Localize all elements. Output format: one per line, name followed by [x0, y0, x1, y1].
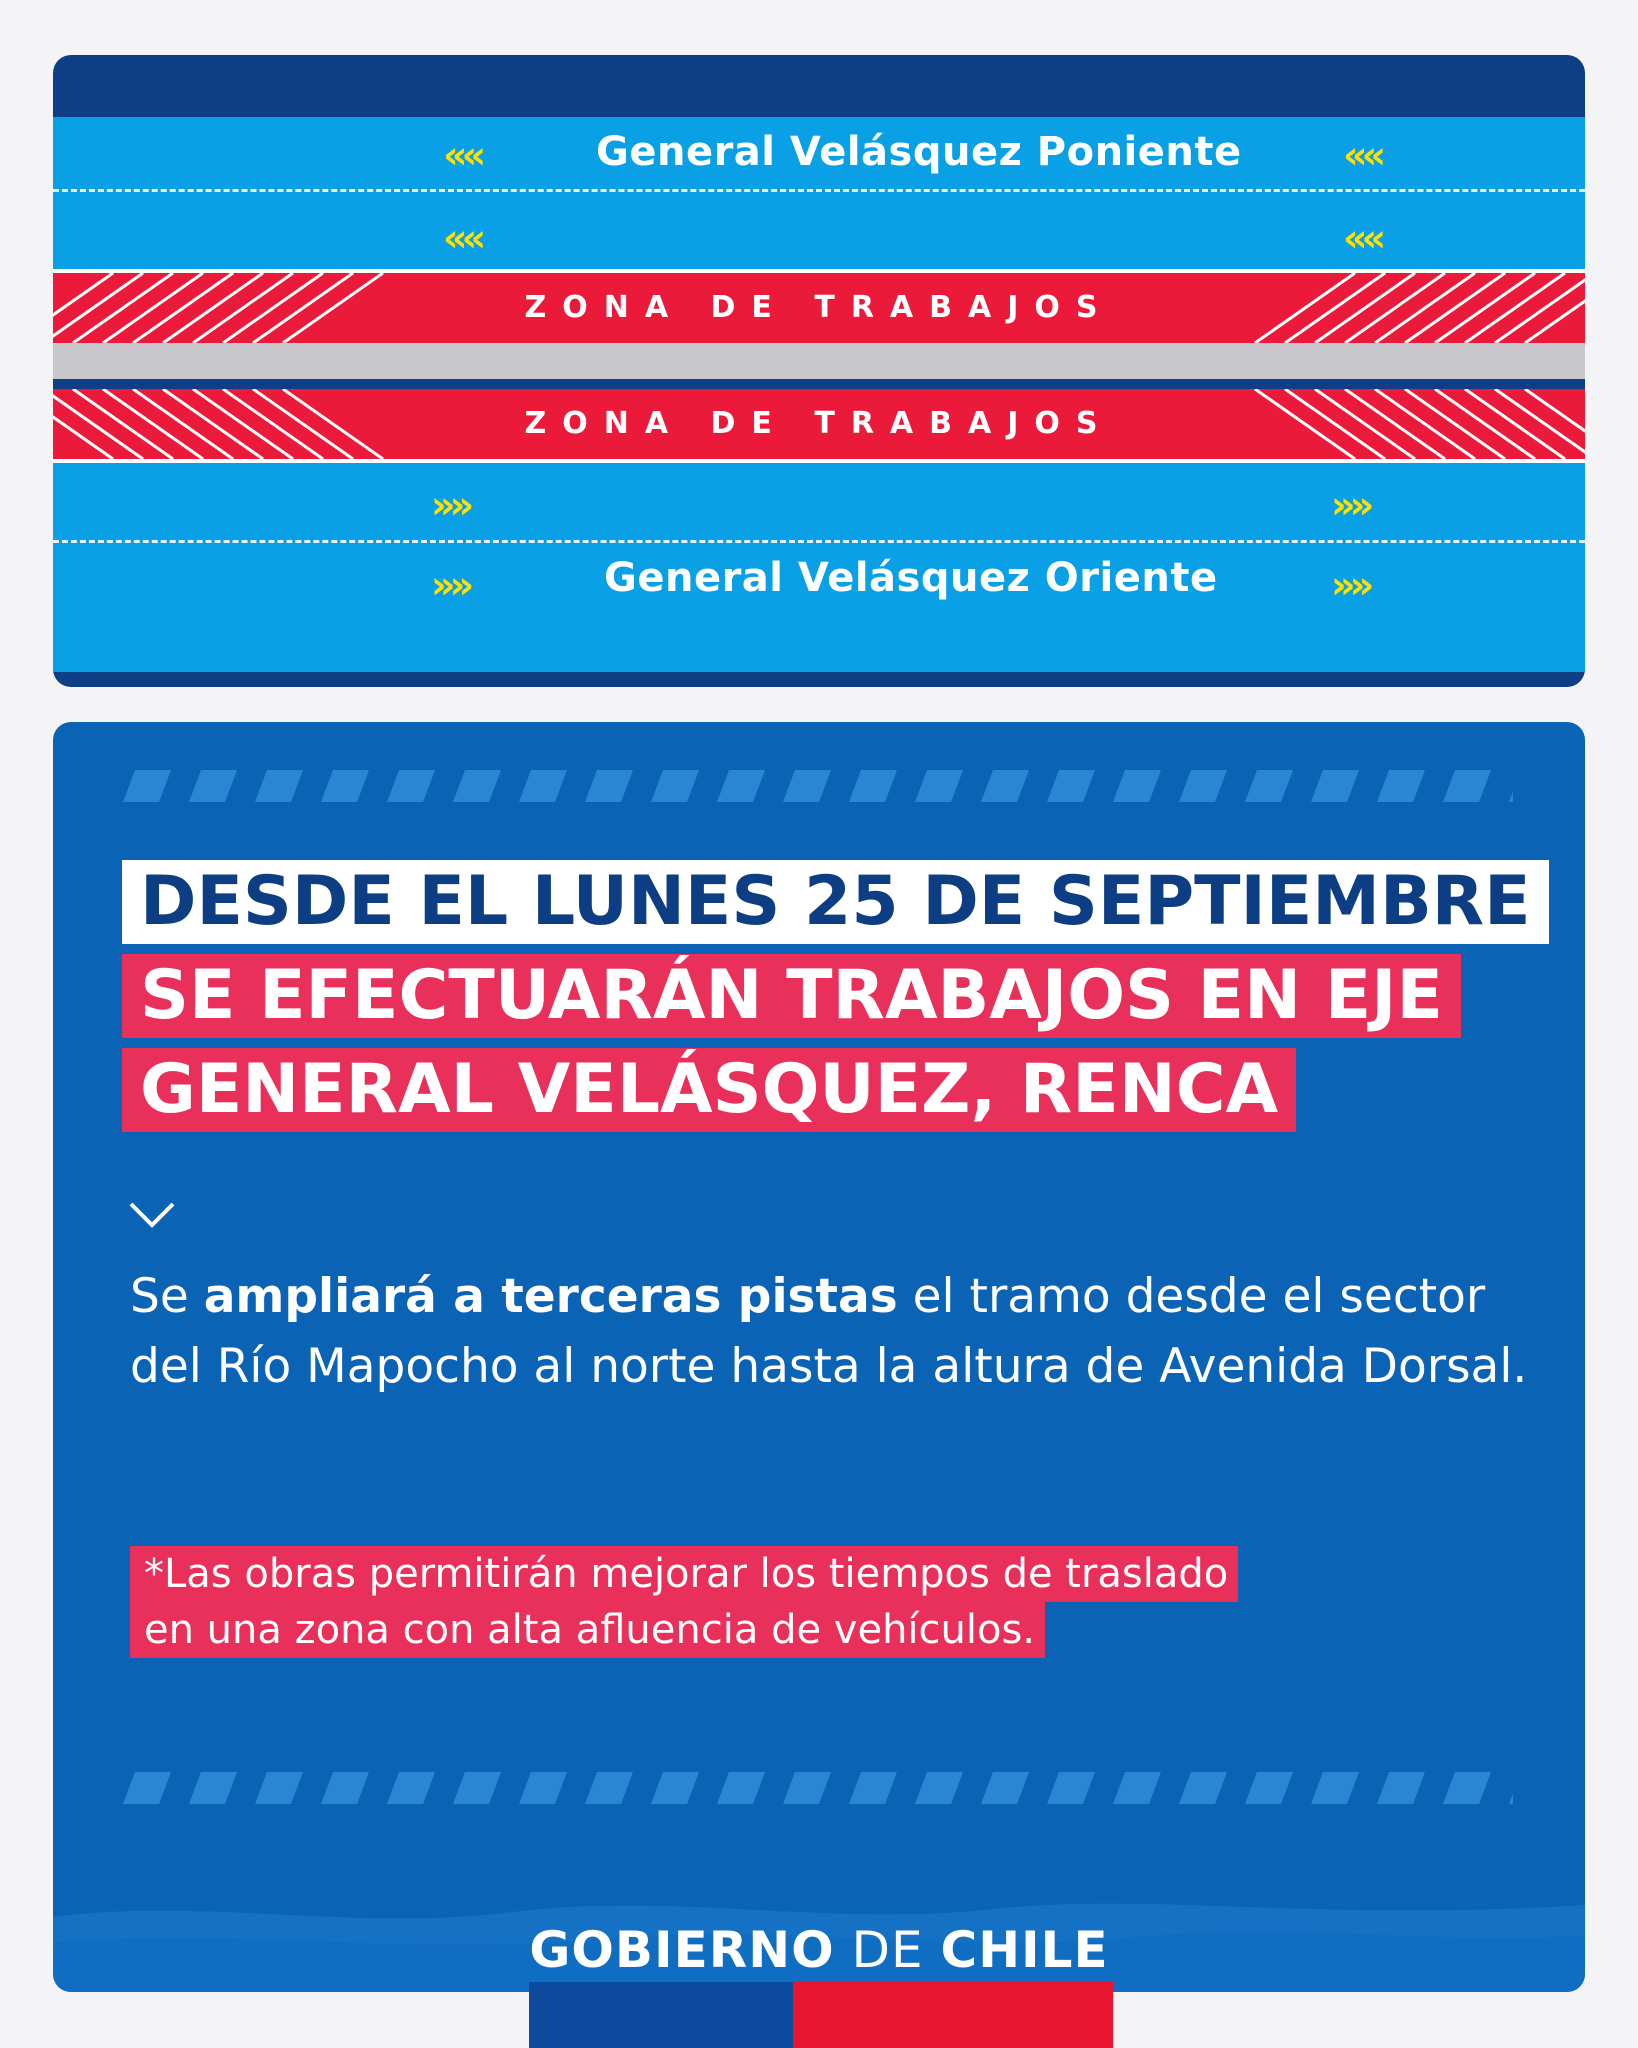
chevron-right-icon: »»: [431, 563, 469, 607]
chevron-right-icon: »»: [1331, 563, 1369, 607]
flag-stripe-red: [793, 1982, 1113, 2048]
work-zone-label: ZONA DE TRABAJOS: [524, 290, 1114, 325]
chevron-right-icon: »»: [431, 483, 469, 527]
chevron-left-icon: ««: [1343, 133, 1381, 177]
work-zone-label: ZONA DE TRABAJOS: [524, 406, 1114, 441]
street-label-poniente: General Velásquez Poniente: [596, 129, 1242, 175]
body-text-emphasis: ampliará a terceras pistas: [203, 1269, 898, 1324]
chevron-left-icon: ««: [443, 216, 481, 260]
logo-word-gobierno: GOBIERNO: [529, 1921, 835, 1979]
info-card: [53, 722, 1585, 1992]
headline-line-2: SE EFECTUARÁN TRABAJOS EN EJE: [122, 954, 1461, 1038]
body-text-rest: el tramo desde el sector del Río Mapocho al norte hasta la altura de Avenida Dorsal.: [130, 1269, 1528, 1394]
chevron-left-icon: ««: [1343, 216, 1381, 260]
hazard-stripe-top: [123, 770, 1513, 802]
body-paragraph: [130, 1262, 1570, 1402]
note-line-2: en una zona con alta afluencia de vehículos.: [130, 1602, 1045, 1658]
road-diagram: [53, 55, 1585, 687]
body-text-intro: Se: [130, 1269, 204, 1324]
note-line-1: *Las obras permitirán mejorar los tiempos de traslado: [130, 1546, 1238, 1602]
chevron-right-icon: »»: [1331, 483, 1369, 527]
lane-divider: [53, 189, 1585, 192]
logo-word-chile: CHILE: [940, 1921, 1109, 1979]
chevron-left-icon: ««: [443, 133, 481, 177]
flag-stripe-blue: [529, 1982, 793, 2048]
headline-line-3: GENERAL VELÁSQUEZ, RENCA: [122, 1048, 1296, 1132]
gobierno-de-chile-logo: [53, 1920, 1585, 1980]
work-zone-south: [53, 389, 1585, 459]
logo-word-de: DE: [851, 1921, 924, 1979]
median: [53, 343, 1585, 379]
hazard-stripe-bottom: [123, 1772, 1513, 1804]
lane-divider: [53, 540, 1585, 543]
headline-line-1: DESDE EL LUNES 25 DE SEPTIEMBRE: [122, 860, 1549, 944]
work-zone-north: [53, 273, 1585, 343]
street-label-oriente: General Velásquez Oriente: [604, 555, 1218, 601]
chevron-down-icon: [128, 1200, 176, 1230]
